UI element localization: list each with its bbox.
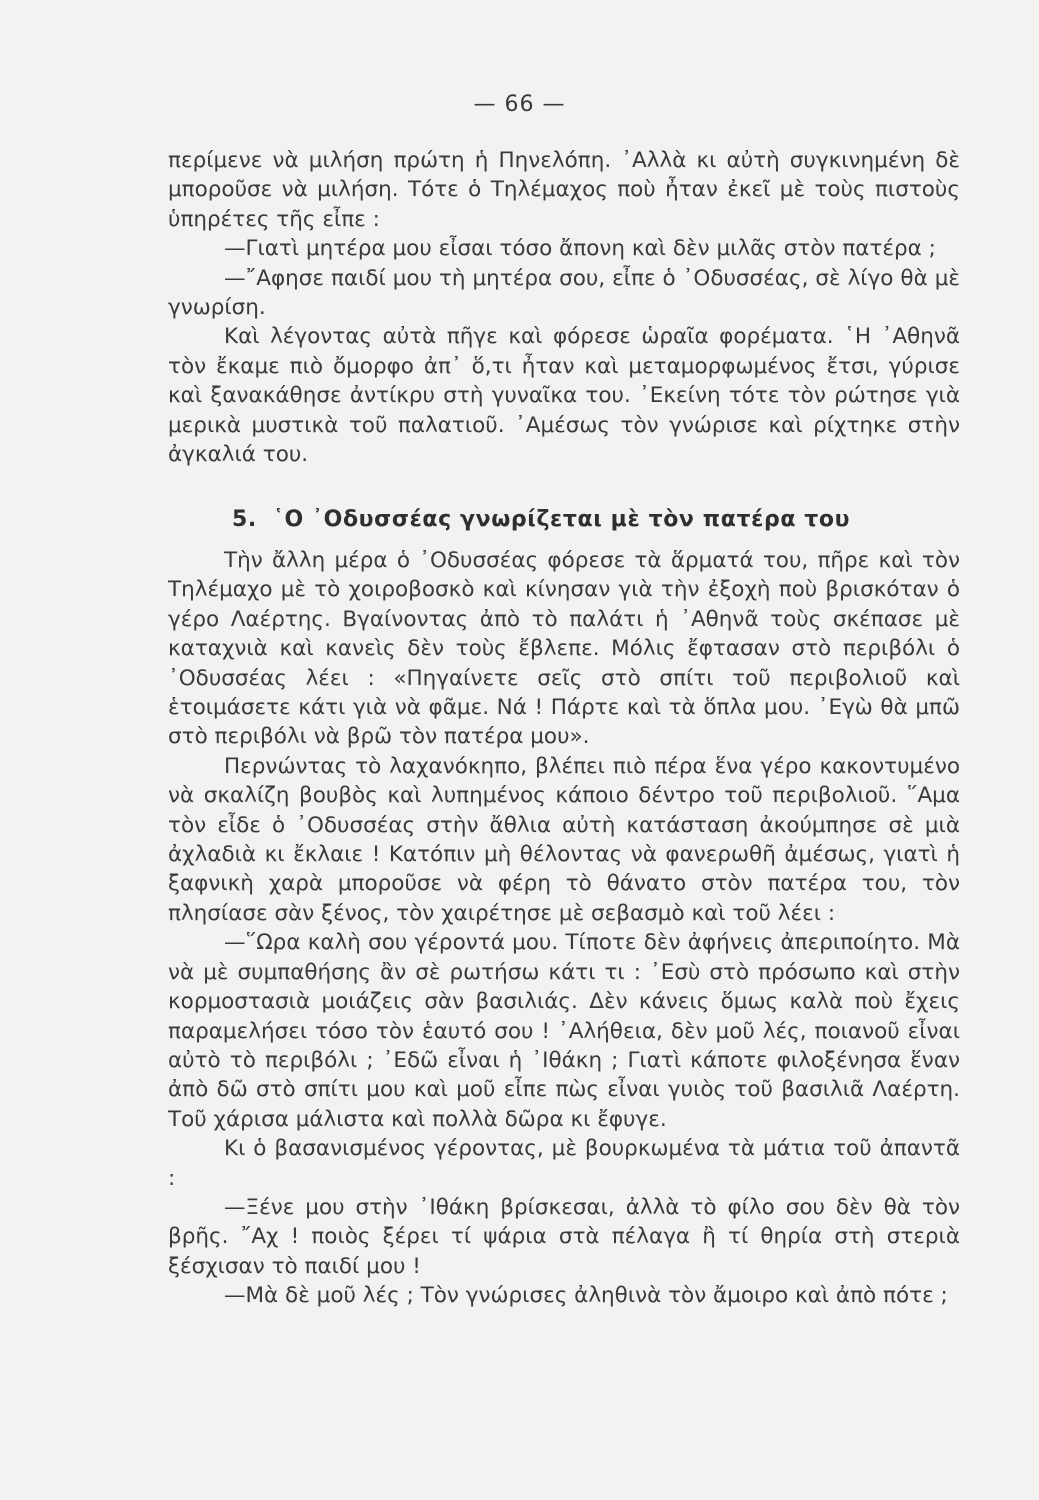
paragraph: —Γιατὶ μητέρα μου εἶσαι τόσο ἄπονη καὶ δὲν μιλᾶς στὸν πατέρα ;: [224, 236, 936, 262]
text-block-lower: [168, 546, 960, 1311]
section-title: ῾Ο ᾿Οδυσσέας γνωρίζεται μὲ τὸν πατέρα του: [272, 507, 851, 532]
paragraph: περίμενε νὰ μιλήση πρώτη ἡ Πηνελόπη. ᾿Αλλὰ κι αὐτὴ συγκινημένη δὲ μποροῦσε νὰ μιλήση. Τότε ὁ Τηλέμαχος ποὺ ἦταν ἐκεῖ μὲ τοὺς πιστοὺς ὑπηρέτες τῆς εἶπε :: [168, 148, 960, 232]
paragraph: —Ξένε μου στὴν ᾿Ιθάκη βρίσκεσαι, ἀλλὰ τὸ φίλο σου δὲν θὰ τὸν βρῆς. ῎Αχ ! ποιὸς ξέρει τί ψάρια στὰ πέλαγα ἢ τί θηρία στὴ στεριὰ ξέσχισαν τὸ παιδί μου !: [168, 1194, 960, 1279]
paragraph: —Μὰ δὲ μοῦ λές ; Τὸν γνώρισες ἀληθινὰ τὸν ἄμοιρο καὶ ἀπὸ πότε ;: [224, 1283, 948, 1309]
section-heading: [232, 507, 960, 532]
text-block-upper: [168, 146, 960, 469]
paragraph: —῞Ωρα καλὴ σου γέροντά μου. Τίποτε δὲν ἀφήνεις ἀπεριποίητο. Μὰ νὰ μὲ συμπαθήσης ἂν σὲ ρωτήσω κάτι τι : ᾿Εσὺ στὸ πρόσωπο καὶ στὴν κορμοστασιὰ μοιάζεις σὰν βασιλιάς. Δὲν κάνεις ὅμως καλὰ ποὺ ἔχεις παραμελήσει τόσο τὸν ἑαυτό σου ! ᾿Αλήθεια, δὲν μοῦ λές, ποιανοῦ εἶναι αὐτὸ τὸ περιβόλι ; ᾿Εδῶ εἶναι ἡ ᾿Ιθάκη ; Γιατὶ κάποτε φιλοξένησα ἕναν ἀπὸ δῶ στὸ σπίτι μου καὶ μοῦ εἶπε πὼς εἶναι γυιὸς τοῦ βασιλιᾶ Λαέρτη. Τοῦ χάρισα μάλιστα καὶ πολλὰ δῶρα κι ἔφυγε.: [168, 930, 960, 1132]
paragraph: Τὴν ἄλλη μέρα ὁ ᾿Οδυσσέας φόρεσε τὰ ἅρματά του, πῆρε καὶ τὸν Τηλέμαχο μὲ τὸ χοιροβοσκὸ καὶ κίνησαν γιὰ τὴν ἐξοχὴ ποὺ βρισκόταν ὁ γέρο Λαέρτης. Βγαίνοντας ἀπὸ τὸ παλάτι ἡ ᾿Αθηνᾶ τοὺς σκέπασε μὲ καταχνιὰ καὶ κανεὶς δὲν τοὺς ἔβλεπε. Μόλις ἔφτασαν στὸ περιβόλι ὁ ᾿Οδυσσέας λέει : «Πηγαίνετε σεῖς στὸ σπίτι τοῦ περιβολιοῦ καὶ ἑτοιμάσετε κάτι γιὰ νὰ φᾶμε. Νά ! Πάρτε καὶ τὰ ὅπλα μου. ᾿Εγὼ θὰ μπῶ στὸ περιβόλι νὰ βρῶ τὸν πατέρα μου».: [168, 548, 960, 750]
page-number: — 66 —: [473, 92, 566, 117]
paragraph: Καὶ λέγοντας αὐτὰ πῆγε καὶ φόρεσε ὡραῖα φορέματα. ῾Η ᾿Αθηνᾶ τὸν ἔκαμε πιὸ ὄμορφο ἀπ᾿ ὅ,τι ἦταν καὶ μεταμορφωμένος ἔτσι, γύρισε καὶ ξανακάθησε ἀντίκρυ στὴ γυναῖκα του. ᾿Εκείνη τότε τὸν ρώτησε γιὰ μερικὰ μυστικὰ τοῦ παλατιοῦ. ᾿Αμέσως τὸν γνώρισε καὶ ρίχτηκε στὴν ἀγκαλιά του.: [168, 324, 960, 468]
paragraph: —῎Αφησε παιδί μου τὴ μητέρα σου, εἶπε ὁ ᾿Οδυσσέας, σὲ λίγο θὰ μὲ γνωρίση.: [168, 265, 960, 321]
paragraph: Περνώντας τὸ λαχανόκηπο, βλέπει πιὸ πέρα ἕνα γέρο κακοντυμένο νὰ σκαλίζη βουβὸς καὶ λυπημένος κάποιο δέντρο τοῦ περιβολιοῦ. ῞Αμα τὸν εἶδε ὁ ᾿Οδυσσέας στὴν ἄθλια αὐτὴ κατάσταση ἀκούμπησε σὲ μιὰ ἀχλαδιὰ κι ἔκλαιε ! Κατόπιν μὴ θέλοντας νὰ φανερωθῆ ἀμέσως, γιατὶ ἡ ξαφνικὴ χαρὰ μποροῦσε νὰ φέρη τὸ θάνατο στὸν πατέρα του, τὸν πλησίασε σὰν ξένος, τὸν χαιρέτησε μὲ σεβασμὸ καὶ τοῦ λέει :: [168, 753, 960, 926]
section-number: 5.: [232, 507, 257, 532]
paragraph: Κι ὁ βασανισμένος γέροντας, μὲ βουρκωμένα τὰ μάτια τοῦ ἀπαντᾶ :: [168, 1136, 960, 1191]
